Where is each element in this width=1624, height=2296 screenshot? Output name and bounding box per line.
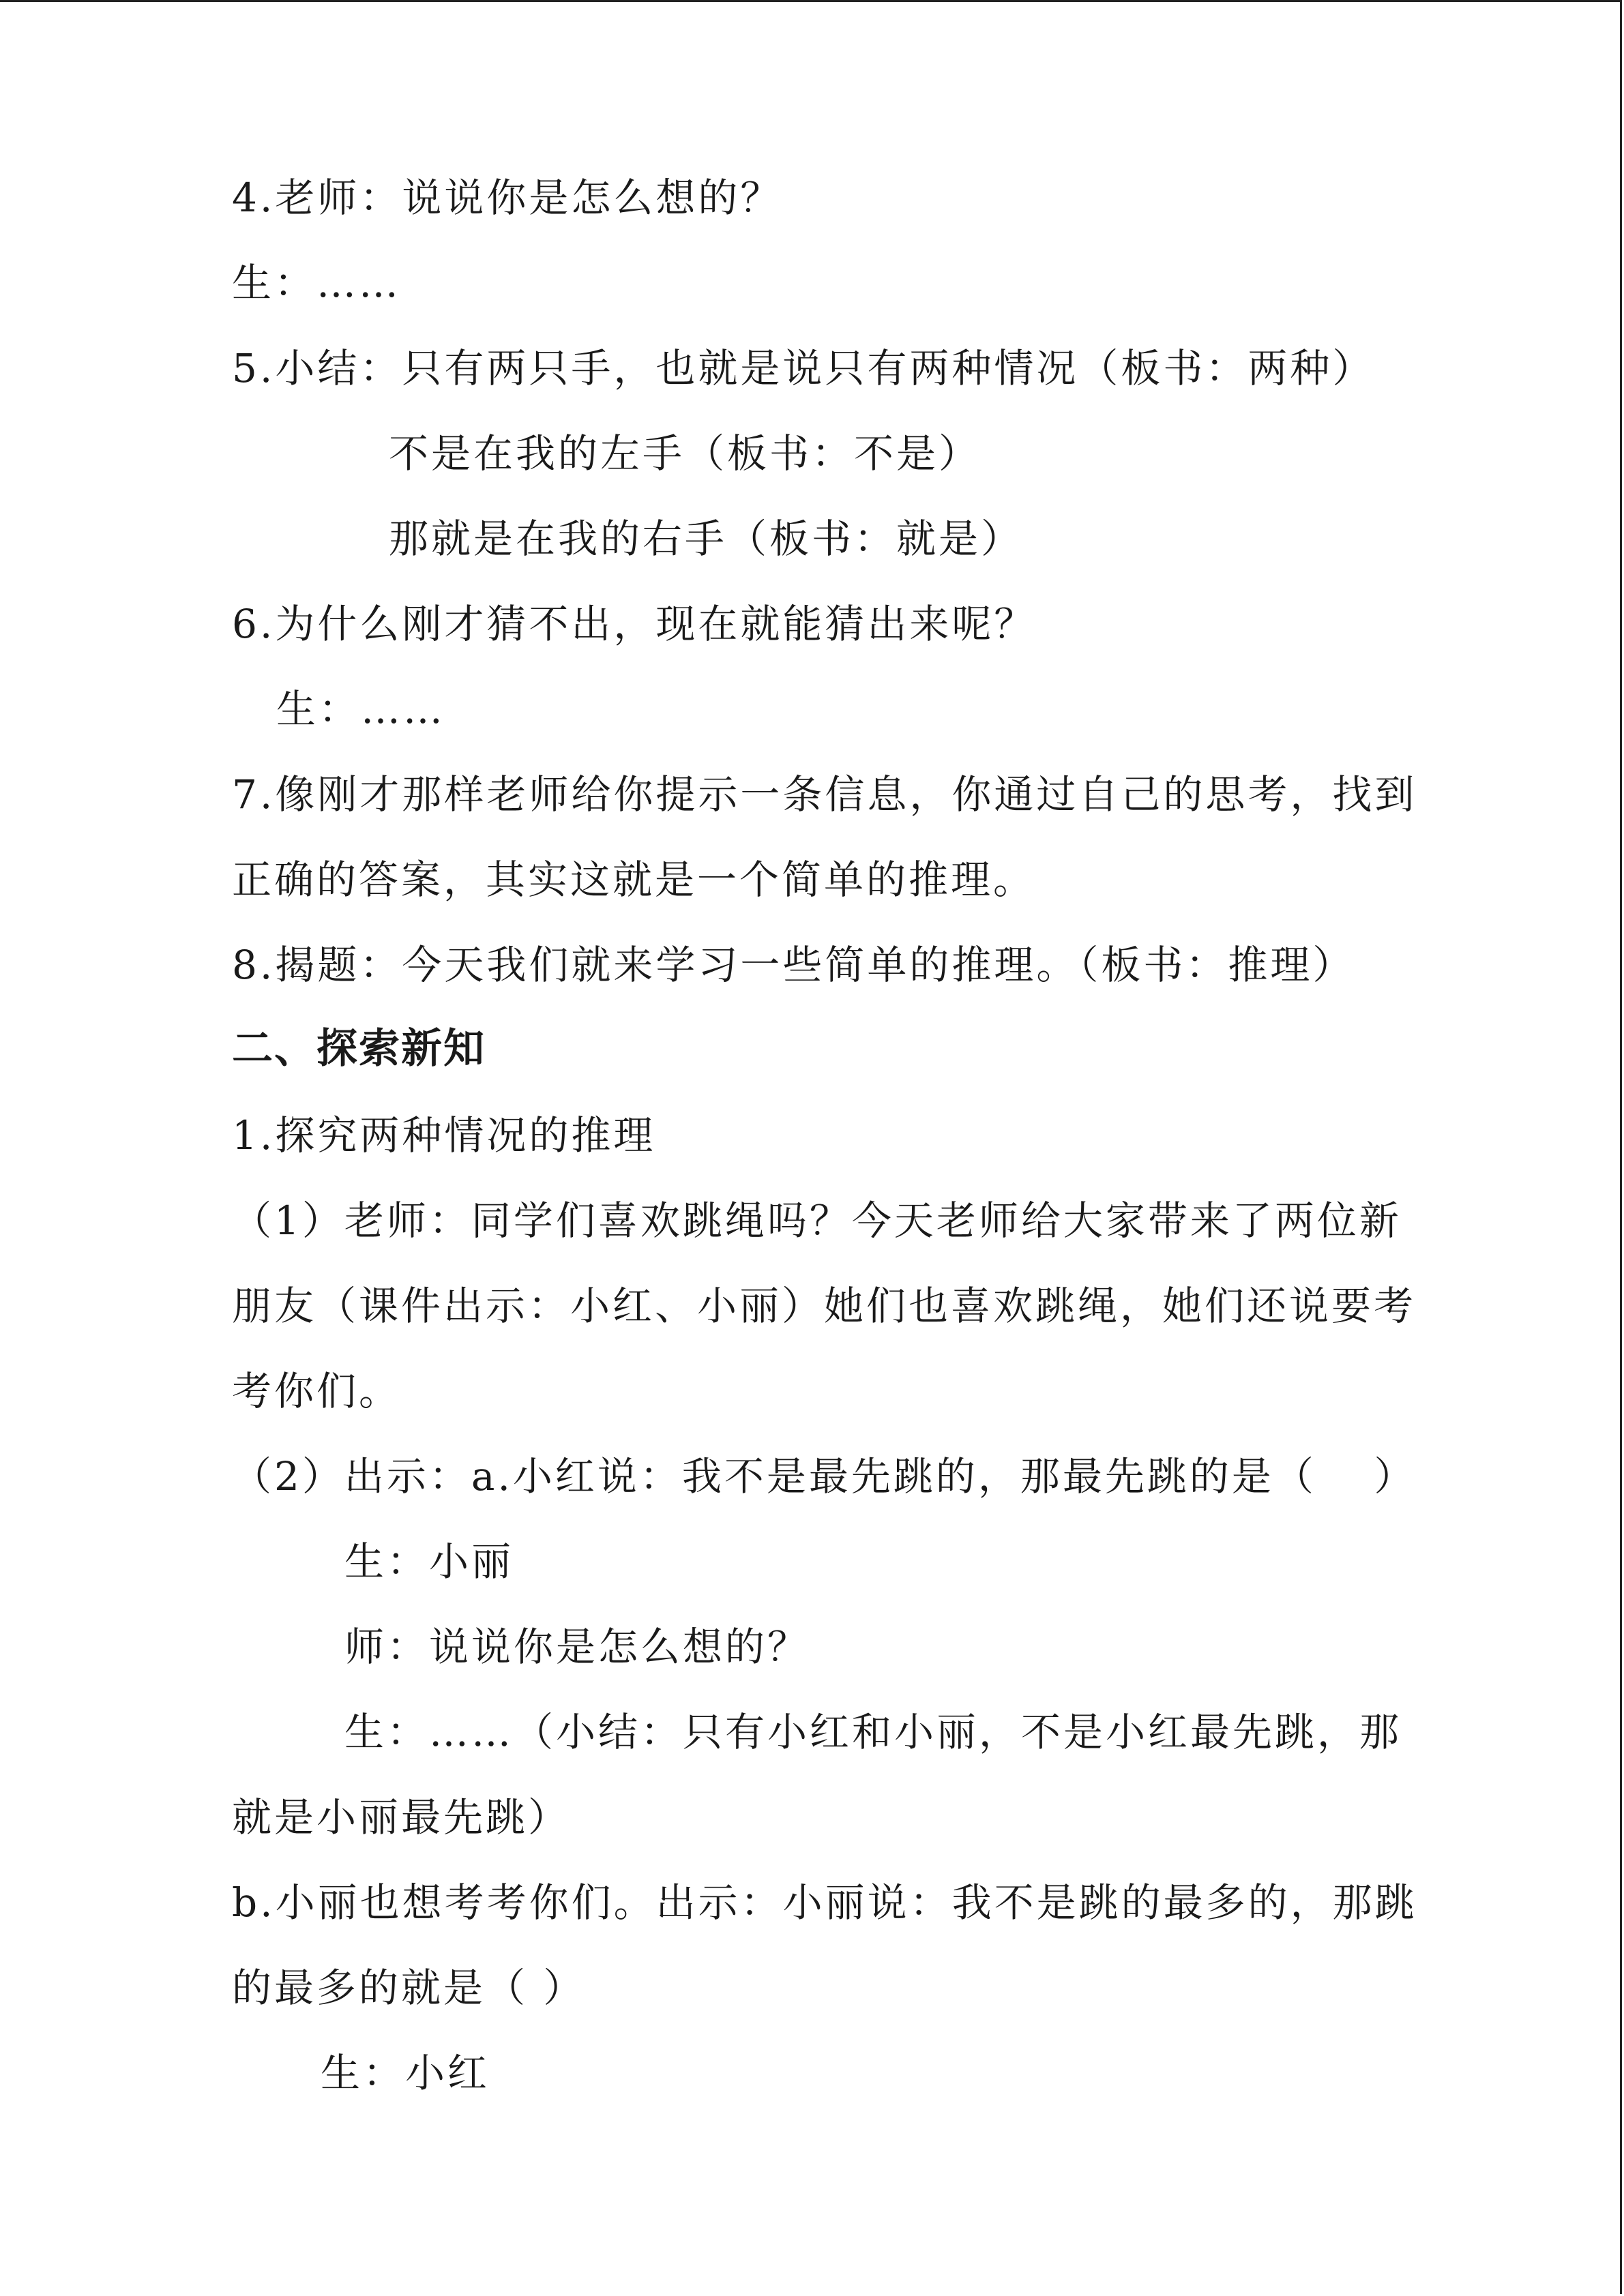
student-reply: 生：…… <box>232 260 402 306</box>
item-1-paragraph-line-1: （1）老师：同学们喜欢跳绳吗？今天老师给大家带来了两位新 <box>232 1197 1402 1244</box>
teacher-question: 师：说说你是怎么想的？ <box>344 1624 810 1670</box>
summary-left-hand: 不是在我的左手（板书：不是） <box>389 430 981 477</box>
summary-right-hand: 那就是在我的右手（板书：就是） <box>389 516 1024 562</box>
student-summary-line-2: 就是小丽最先跳） <box>232 1794 571 1840</box>
item-1-paragraph-line-2: 朋友（课件出示：小红、小丽）她们也喜欢跳绳，她们还说要考 <box>232 1283 1417 1329</box>
step-7-paragraph-line-1: 7.像刚才那样老师给你提示一条信息，你通过自己的思考，找到 <box>232 771 1417 818</box>
step-4-teacher-question: 4.老师：说说你是怎么想的？ <box>232 175 783 221</box>
student-reply: 生：…… <box>276 686 446 732</box>
step-7-paragraph-line-2: 正确的答案，其实这就是一个简单的推理。 <box>232 856 1036 903</box>
subsection-title: 1.探究两种情况的推理 <box>232 1112 656 1159</box>
question-b-line-2: 的最多的就是（ ） <box>232 1965 586 2011</box>
question-b-line-1: b.小丽也想考考你们。出示：小丽说：我不是跳的最多的，那跳 <box>232 1879 1417 1926</box>
student-answer: 生：小红 <box>321 2050 490 2096</box>
item-2-question-a: （2）出示：a.小红说：我不是最先跳的，那最先跳的是（ ） <box>232 1453 1417 1500</box>
section-heading: 二、探索新知 <box>232 1025 486 1073</box>
item-1-paragraph-line-3: 考你们。 <box>232 1368 402 1414</box>
student-summary-line-1: 生：……（小结：只有小红和小丽，不是小红最先跳，那 <box>344 1709 1402 1755</box>
step-6-question: 6.为什么刚才猜不出，现在就能猜出来呢？ <box>232 601 1037 647</box>
step-5-summary: 5.小结：只有两只手，也就是说只有两种情况（板书：两种） <box>232 345 1375 391</box>
student-answer: 生：小丽 <box>344 1538 514 1585</box>
step-8-topic: 8.揭题：今天我们就来学习一些简单的推理。（板书：推理） <box>232 942 1355 988</box>
